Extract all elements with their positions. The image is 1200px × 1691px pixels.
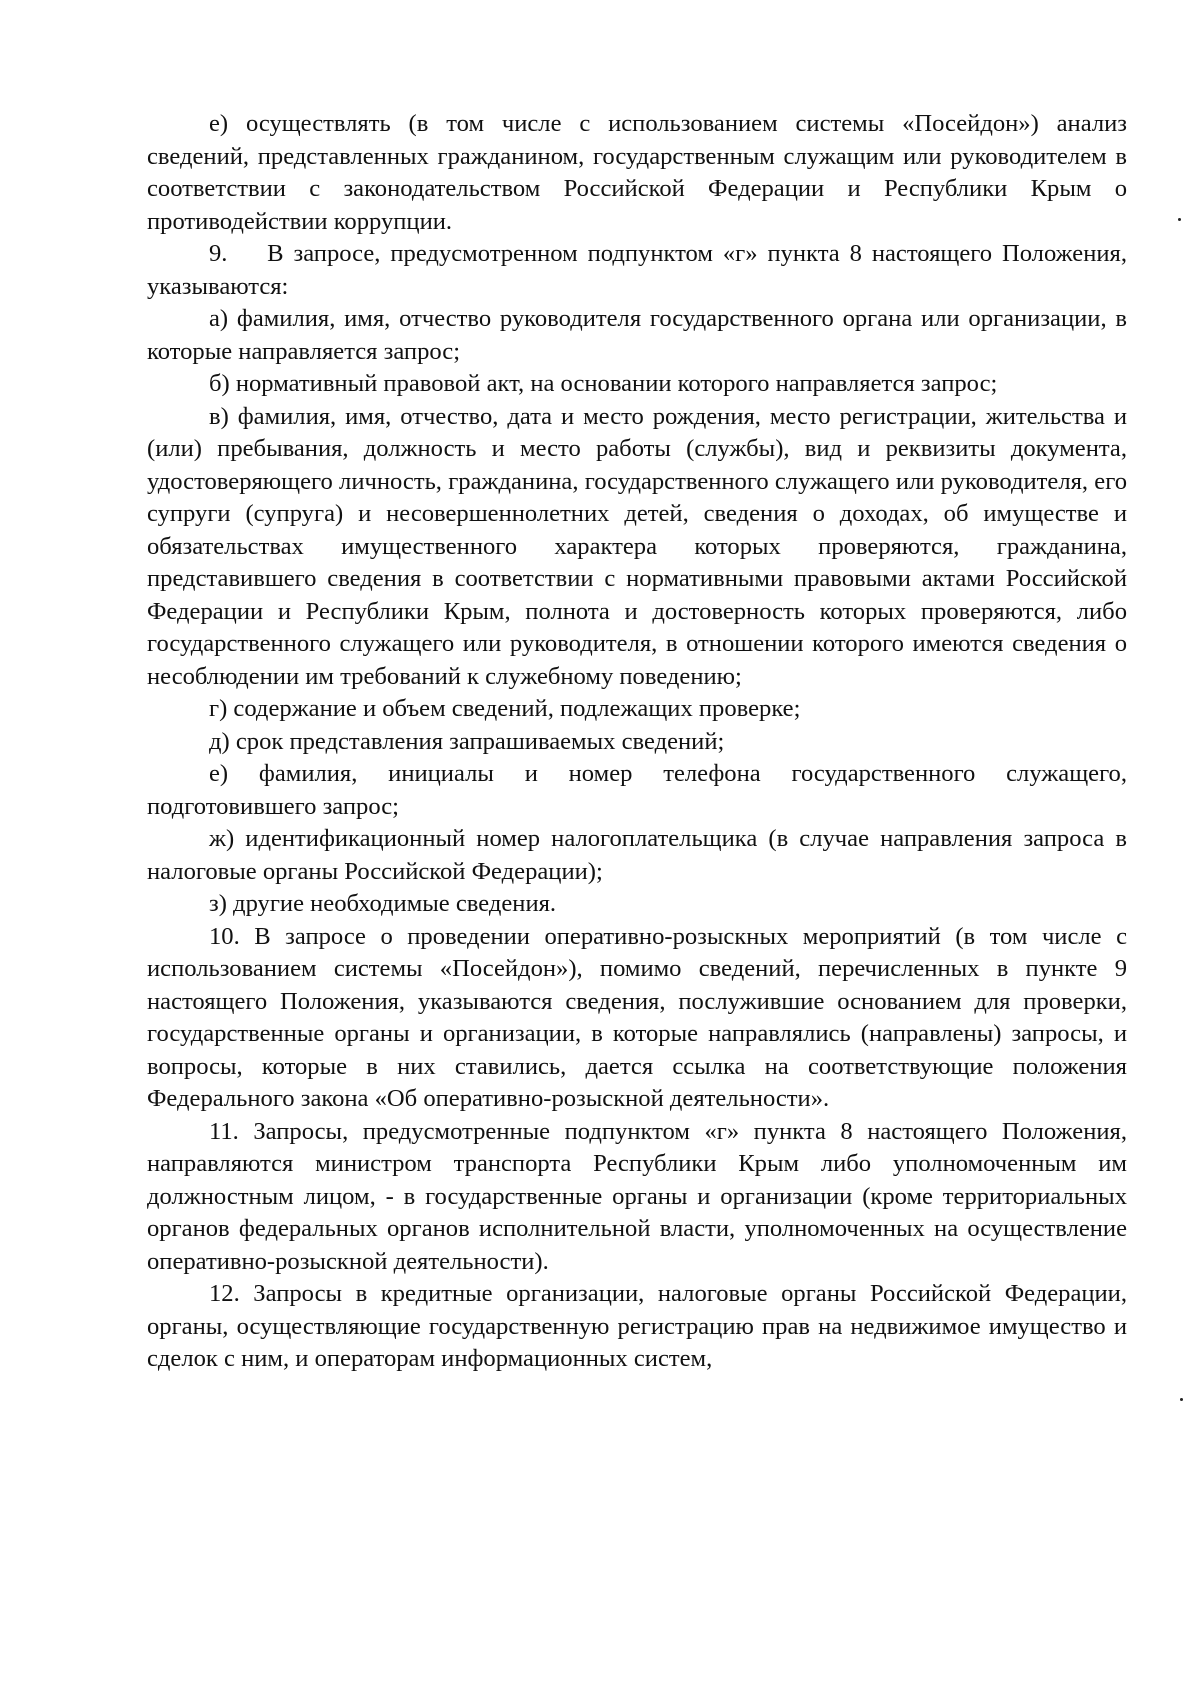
- paragraph-9zh: ж) идентификационный номер налогоплательщика (в случае направления запроса в налоговые органы Российской Федерации);: [147, 825, 1127, 885]
- document-body: [147, 108, 1134, 1376]
- scan-artifact-dot: [1178, 218, 1181, 221]
- paragraph-9b: б) нормативный правовой акт, на основании которого направляется запрос;: [209, 370, 998, 397]
- scan-artifact-dot: [1180, 1398, 1183, 1401]
- paragraph-9a: а) фамилия, имя, отчество руководителя государственного органа или организации, в которые направляется запрос;: [147, 305, 1127, 365]
- paragraph-10: 10. В запросе о проведении оперативно-розыскных мероприятий (в том числе с использованием системы «Посейдон»), помимо сведений, перечисленных в пункте 9 настоящего Положения, указываются сведения, послужившие основанием для проверки, государственные органы и организации, в которые направлялись (направлены) запросы, и вопросы, которые в них ставились, дается ссылка на соответствующие положения Федерального закона «Об оперативно-розыскной деятельности».: [147, 922, 1127, 1112]
- paragraph-9z: з) другие необходимые сведения.: [209, 890, 557, 917]
- paragraph-9-request-contents: 9. В запросе, предусмотренном подпунктом «г» пункта 8 настоящего Положения, указываются:: [147, 240, 1134, 300]
- paragraph-9e: е) фамилия, инициалы и номер телефона государственного служащего, подготовившего запрос;: [147, 760, 1127, 820]
- paragraph-e-analysis: е) осуществлять (в том числе с использованием системы «Посейдон») анализ сведений, представленных гражданином, государственным служащим или руководителем в соответствии с законодательством Российской Федерации и Республики Крым о противодействии коррупции.: [147, 110, 1127, 235]
- paragraph-9v: в) фамилия, имя, отчество, дата и место рождения, место регистрации, жительства и (или) пребывания, должность и место работы (службы), вид и реквизиты документа, удостоверяющего личность, гражданина, государственного служащего или руководителя, его супруги (супруга) и несовершеннолетних детей, сведения о доходах, об имуществе и обязательствах имущественного характера которых проверяются, гражданина, представившего сведения в соответствии с нормативными правовыми актами Российской Федерации и Республики Крым, полнота и достоверность которых проверяются, либо государственного служащего или руководителя, в отношении которого имеются сведения о несоблюдении им требований к служебному поведению;: [147, 402, 1127, 690]
- paragraph-9d: д) срок представления запрашиваемых сведений;: [209, 727, 725, 755]
- paragraph-9g: г) содержание и объем сведений, подлежащих проверке;: [209, 695, 801, 722]
- paragraph-12: 12. Запросы в кредитные организации, налоговые органы Российской Федерации, органы, осуществляющие государственную регистрацию прав на недвижимое имущество и сделок с ним, и операторам информационных систем,: [147, 1280, 1127, 1372]
- paragraph-11: 11. Запросы, предусмотренные подпунктом «г» пункта 8 настоящего Положения, направляются министром транспорта Республики Крым либо уполномоченным им должностным лицом, - в государственные органы и организации (кроме территориальных органов федеральных органов исполнительной власти, уполномоченных на осуществление оперативно-розыскной деятельности).: [147, 1117, 1127, 1275]
